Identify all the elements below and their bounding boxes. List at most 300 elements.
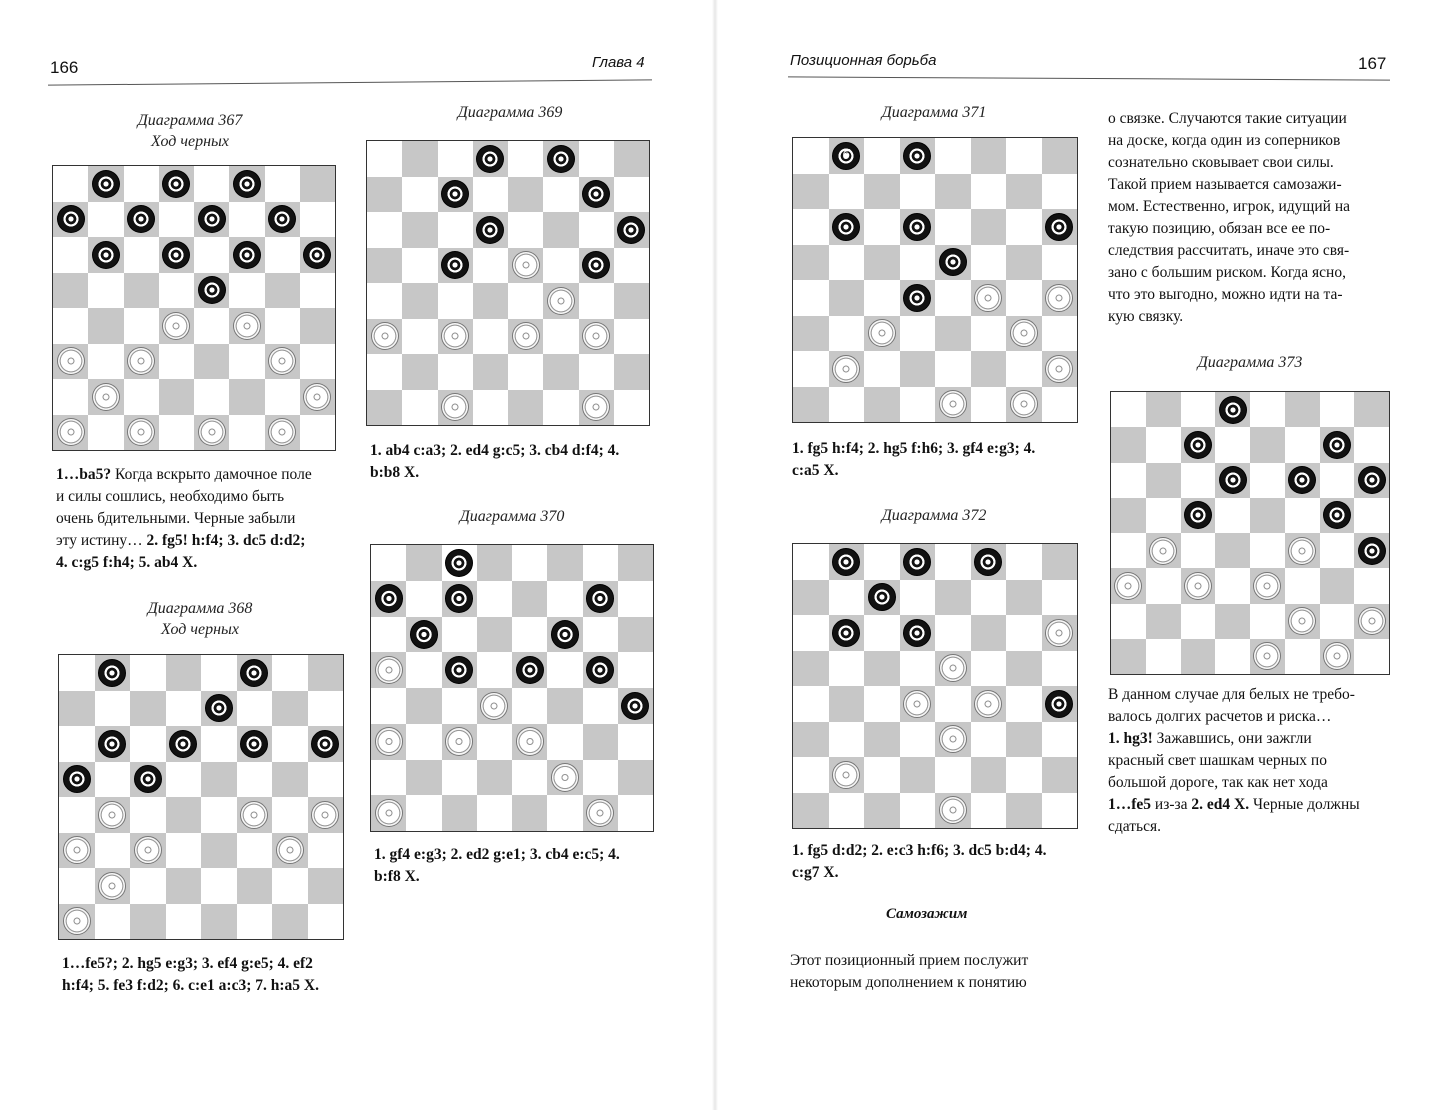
board-square [272, 691, 308, 727]
board-square [508, 141, 543, 177]
board-square [614, 248, 649, 284]
board-square [194, 379, 229, 415]
black-piece [134, 765, 162, 793]
board-square [406, 617, 441, 653]
white-piece [939, 390, 967, 418]
board-square [1006, 209, 1042, 245]
text-line: зано с большим риском. Когда ясно, [1108, 264, 1346, 281]
black-piece [903, 548, 931, 576]
text-line: и силы сошлись, необходимо быть [56, 488, 285, 505]
board-square [864, 686, 900, 722]
diagram-371-title: Диаграмма 371 [881, 104, 987, 121]
board-square [53, 308, 88, 344]
black-piece [198, 205, 226, 233]
board-square [579, 141, 614, 177]
board-square [1006, 615, 1042, 651]
board-square [935, 245, 971, 281]
board-square [159, 202, 194, 238]
move-notation: 4. c:g5 f:h4; 5. ab4 X. [56, 554, 198, 571]
white-piece [1045, 355, 1073, 383]
board-square [1042, 615, 1078, 651]
board-square [473, 354, 508, 390]
board-square [1285, 604, 1320, 639]
black-piece [445, 656, 473, 685]
board-square [53, 344, 88, 380]
board-square [864, 722, 900, 758]
diagram-368-text [62, 953, 362, 997]
white-piece [441, 393, 469, 421]
black-piece [98, 730, 126, 758]
board-square [1250, 427, 1285, 462]
board-square [201, 797, 237, 833]
board-square [543, 177, 578, 213]
board-square [971, 174, 1007, 210]
board-square [543, 212, 578, 248]
board-square [265, 308, 300, 344]
board-square [1111, 568, 1146, 603]
board-square [265, 344, 300, 380]
board-square [237, 726, 273, 762]
board-square [477, 760, 512, 796]
diagram-367-subtitle: Ход черных [151, 133, 229, 150]
board-square [1006, 686, 1042, 722]
board-square [159, 308, 194, 344]
white-piece [98, 801, 126, 829]
white-piece [832, 761, 860, 789]
board-square [371, 617, 406, 653]
board-square [1042, 722, 1078, 758]
board-square [166, 655, 202, 691]
text-line: 1. fg5 d:d2; 2. e:c3 h:f6; 3. dc5 b:d4; 4. [792, 842, 1047, 859]
white-piece [582, 393, 610, 421]
board-square [272, 762, 308, 798]
board-square [1181, 568, 1216, 603]
board-square [1111, 463, 1146, 498]
board-square [1181, 498, 1216, 533]
board-square [371, 760, 406, 796]
black-piece [198, 276, 226, 304]
black-piece [621, 692, 649, 721]
board-square [971, 757, 1007, 793]
board-square [442, 617, 477, 653]
text-line: на доске, когда один из соперников [1108, 132, 1341, 149]
board-square [1006, 387, 1042, 423]
board-square [477, 724, 512, 760]
board-square [438, 354, 473, 390]
board-square [829, 686, 865, 722]
board-square [935, 651, 971, 687]
board-square [1215, 533, 1250, 568]
black-piece [127, 205, 155, 233]
black-piece [445, 584, 473, 613]
board-square [793, 387, 829, 423]
text-line: b:f8 X. [374, 868, 420, 885]
text-line: сознательно сковывает свои силы. [1108, 154, 1334, 171]
board-square [442, 795, 477, 831]
board-square [935, 280, 971, 316]
white-piece [63, 836, 91, 864]
board-square [829, 793, 865, 829]
text-line: очень бдительными. Черные забыли [56, 510, 296, 527]
black-piece [162, 241, 190, 269]
board-square [1042, 580, 1078, 616]
board-square [583, 545, 618, 581]
board-square [900, 209, 936, 245]
board-square [402, 319, 437, 355]
board-square [971, 316, 1007, 352]
board-square [300, 202, 335, 238]
board-square [900, 138, 936, 174]
board-square [59, 726, 95, 762]
board-square [512, 617, 547, 653]
board-square [935, 174, 971, 210]
board-square [583, 652, 618, 688]
diagram-373-text [1108, 684, 1398, 838]
board-square [95, 691, 131, 727]
white-piece [1253, 642, 1281, 670]
board-square [1146, 463, 1181, 498]
board-square [477, 652, 512, 688]
white-piece [240, 801, 268, 829]
board-square [237, 868, 273, 904]
board-square [237, 904, 273, 940]
board-square [367, 390, 402, 426]
board-square [614, 212, 649, 248]
board-square [272, 904, 308, 940]
black-piece [162, 170, 190, 198]
board-square [406, 545, 441, 581]
board-square [367, 212, 402, 248]
board-square [201, 691, 237, 727]
board-square [971, 615, 1007, 651]
black-piece [617, 216, 645, 244]
board-square [159, 379, 194, 415]
board-square [829, 757, 865, 793]
board-square [543, 248, 578, 284]
board-square [1042, 686, 1078, 722]
board-square [406, 688, 441, 724]
board-square [614, 354, 649, 390]
board-square [88, 344, 123, 380]
white-piece [832, 355, 860, 383]
board-square [265, 166, 300, 202]
board-square [793, 757, 829, 793]
board-square [1250, 639, 1285, 674]
board-square [900, 686, 936, 722]
board-square [829, 387, 865, 423]
diagram-368-caption [100, 598, 300, 640]
black-piece [311, 730, 339, 758]
board-square [864, 757, 900, 793]
white-piece [375, 727, 403, 756]
black-piece [547, 145, 575, 173]
board-square [935, 757, 971, 793]
diagram-367-board [52, 165, 336, 451]
white-piece [1358, 607, 1386, 635]
board-square [1006, 757, 1042, 793]
board-square [935, 615, 971, 651]
board-square [130, 797, 166, 833]
board-square [442, 581, 477, 617]
text-line: из-за [1151, 796, 1192, 813]
board-square [1354, 604, 1389, 639]
white-piece [1253, 572, 1281, 600]
board-square [508, 283, 543, 319]
black-piece [903, 142, 931, 170]
board-square [130, 655, 166, 691]
white-piece [233, 312, 261, 340]
diagram-367-caption [90, 110, 290, 152]
board-square [512, 688, 547, 724]
board-square [124, 237, 159, 273]
black-piece [410, 620, 438, 649]
board-square [473, 319, 508, 355]
board-square [237, 691, 273, 727]
board-square [438, 212, 473, 248]
board-square [402, 354, 437, 390]
board-square [829, 138, 865, 174]
board-square [1181, 427, 1216, 462]
board-square [793, 580, 829, 616]
board-square [1111, 604, 1146, 639]
board-square [194, 273, 229, 309]
text-line: 1. fg5 h:f4; 2. hg5 f:h6; 3. gf4 e:g3; 4. [792, 440, 1036, 457]
board-square [371, 688, 406, 724]
board-square [508, 248, 543, 284]
board-square [1354, 463, 1389, 498]
board-square [1042, 651, 1078, 687]
board-square [1006, 245, 1042, 281]
board-square [900, 245, 936, 281]
board-square [864, 138, 900, 174]
board-square [229, 415, 264, 451]
board-square [1146, 639, 1181, 674]
board-square [473, 141, 508, 177]
diagram-373-title: Диаграмма 373 [1197, 354, 1303, 371]
board-square [201, 868, 237, 904]
black-piece [1358, 466, 1386, 494]
black-piece [1045, 690, 1073, 718]
board-square [900, 793, 936, 829]
board-square [900, 351, 936, 387]
text-line: Такой прием называется самозажи- [1108, 176, 1342, 193]
page-number-right: 167 [1358, 54, 1387, 73]
board-square [900, 580, 936, 616]
board-square [547, 545, 582, 581]
board-square [543, 283, 578, 319]
board-square [438, 283, 473, 319]
board-square [793, 316, 829, 352]
board-square [88, 273, 123, 309]
white-piece [57, 347, 85, 375]
board-square [88, 166, 123, 202]
board-square [935, 686, 971, 722]
board-square [900, 757, 936, 793]
board-square [1181, 533, 1216, 568]
board-square [166, 726, 202, 762]
board-square [935, 351, 971, 387]
board-square [124, 379, 159, 415]
white-piece [1114, 572, 1142, 600]
board-square [512, 581, 547, 617]
board-square [367, 354, 402, 390]
running-head-right: Позиционная борьба [790, 52, 937, 69]
board-square [1111, 427, 1146, 462]
white-piece [134, 836, 162, 864]
board-square [477, 581, 512, 617]
board-square [237, 655, 273, 691]
text-line: сдаться. [1108, 818, 1161, 835]
board-square [618, 795, 653, 831]
board-square [159, 344, 194, 380]
text-line: 1. ab4 c:a3; 2. ed4 g:c5; 3. cb4 d:f4; 4. [370, 442, 620, 459]
board-square [1006, 722, 1042, 758]
board-square [371, 724, 406, 760]
black-piece [586, 656, 614, 685]
board-square [53, 166, 88, 202]
board-square [971, 580, 1007, 616]
board-square [1285, 463, 1320, 498]
board-square [201, 726, 237, 762]
black-piece [1219, 396, 1247, 424]
board-square [477, 795, 512, 831]
board-square [229, 166, 264, 202]
board-square [124, 166, 159, 202]
black-piece [974, 548, 1002, 576]
board-square [971, 544, 1007, 580]
board-square [1146, 427, 1181, 462]
diagram-367-text [56, 464, 346, 574]
board-square [1006, 138, 1042, 174]
board-square [1042, 351, 1078, 387]
board-square [1042, 138, 1078, 174]
board-square [583, 617, 618, 653]
white-piece [939, 654, 967, 682]
board-square [1006, 651, 1042, 687]
black-piece [233, 241, 261, 269]
text-line: c:a5 X. [792, 462, 839, 479]
board-square [864, 615, 900, 651]
white-piece [974, 284, 1002, 312]
board-square [88, 237, 123, 273]
board-square [864, 316, 900, 352]
board-square [900, 280, 936, 316]
board-square [1250, 604, 1285, 639]
board-square [95, 797, 131, 833]
text-line: кую связку. [1108, 308, 1184, 325]
board-square [201, 655, 237, 691]
white-piece [445, 727, 473, 756]
board-square [579, 390, 614, 426]
board-square [95, 726, 131, 762]
board-square [829, 280, 865, 316]
board-square [971, 722, 1007, 758]
page-number-left: 166 [50, 58, 79, 77]
board-square [477, 617, 512, 653]
board-square [1215, 463, 1250, 498]
board-square [900, 387, 936, 423]
board-square [935, 138, 971, 174]
board-square [367, 283, 402, 319]
board-square [473, 390, 508, 426]
board-square [864, 544, 900, 580]
board-square [59, 762, 95, 798]
board-square [935, 544, 971, 580]
board-square [473, 212, 508, 248]
white-piece [1288, 607, 1316, 635]
diagram-370-title: Диаграмма 370 [459, 508, 565, 525]
board-square [442, 760, 477, 796]
text-line: Этот позиционный прием послужит [790, 952, 1029, 969]
board-square [971, 793, 1007, 829]
board-square [1006, 580, 1042, 616]
white-piece [1045, 619, 1073, 647]
text-line: такую позицию, обязан все ее по- [1108, 220, 1331, 237]
board-square [402, 390, 437, 426]
board-square [1285, 498, 1320, 533]
board-square [194, 344, 229, 380]
board-square [1146, 568, 1181, 603]
black-piece [92, 170, 120, 198]
board-square [124, 415, 159, 451]
board-square [864, 174, 900, 210]
diagram-369-text [370, 440, 670, 484]
board-square [1042, 387, 1078, 423]
board-square [272, 833, 308, 869]
board-square [1354, 568, 1389, 603]
board-square [442, 724, 477, 760]
board-square [124, 308, 159, 344]
black-piece [551, 620, 579, 649]
board-square [53, 237, 88, 273]
board-square [1320, 498, 1355, 533]
board-square [300, 344, 335, 380]
white-piece [303, 383, 331, 411]
board-square [194, 166, 229, 202]
white-piece [57, 418, 85, 446]
board-square [130, 868, 166, 904]
board-square [130, 762, 166, 798]
board-square [971, 280, 1007, 316]
board-square [477, 688, 512, 724]
board-square [935, 793, 971, 829]
board-square [300, 308, 335, 344]
board-square [829, 580, 865, 616]
board-square [265, 237, 300, 273]
black-piece [441, 251, 469, 279]
board-square [543, 390, 578, 426]
board-square [59, 797, 95, 833]
board-square [971, 351, 1007, 387]
black-piece [57, 205, 85, 233]
board-square [935, 387, 971, 423]
board-square [543, 141, 578, 177]
board-square [1215, 392, 1250, 427]
text-line: h:f4; 5. fe3 f:d2; 6. c:e1 a:c3; 7. h:a5 X. [62, 977, 319, 994]
diagram-368-title: Диаграмма 368 [147, 600, 253, 617]
board-square [829, 544, 865, 580]
board-square [793, 209, 829, 245]
board-square [130, 726, 166, 762]
board-square [130, 904, 166, 940]
board-square [547, 760, 582, 796]
black-piece [1045, 213, 1073, 241]
black-piece [1219, 466, 1247, 494]
board-square [971, 245, 1007, 281]
board-square [442, 652, 477, 688]
board-square [272, 797, 308, 833]
diagram-370-text [374, 844, 674, 888]
